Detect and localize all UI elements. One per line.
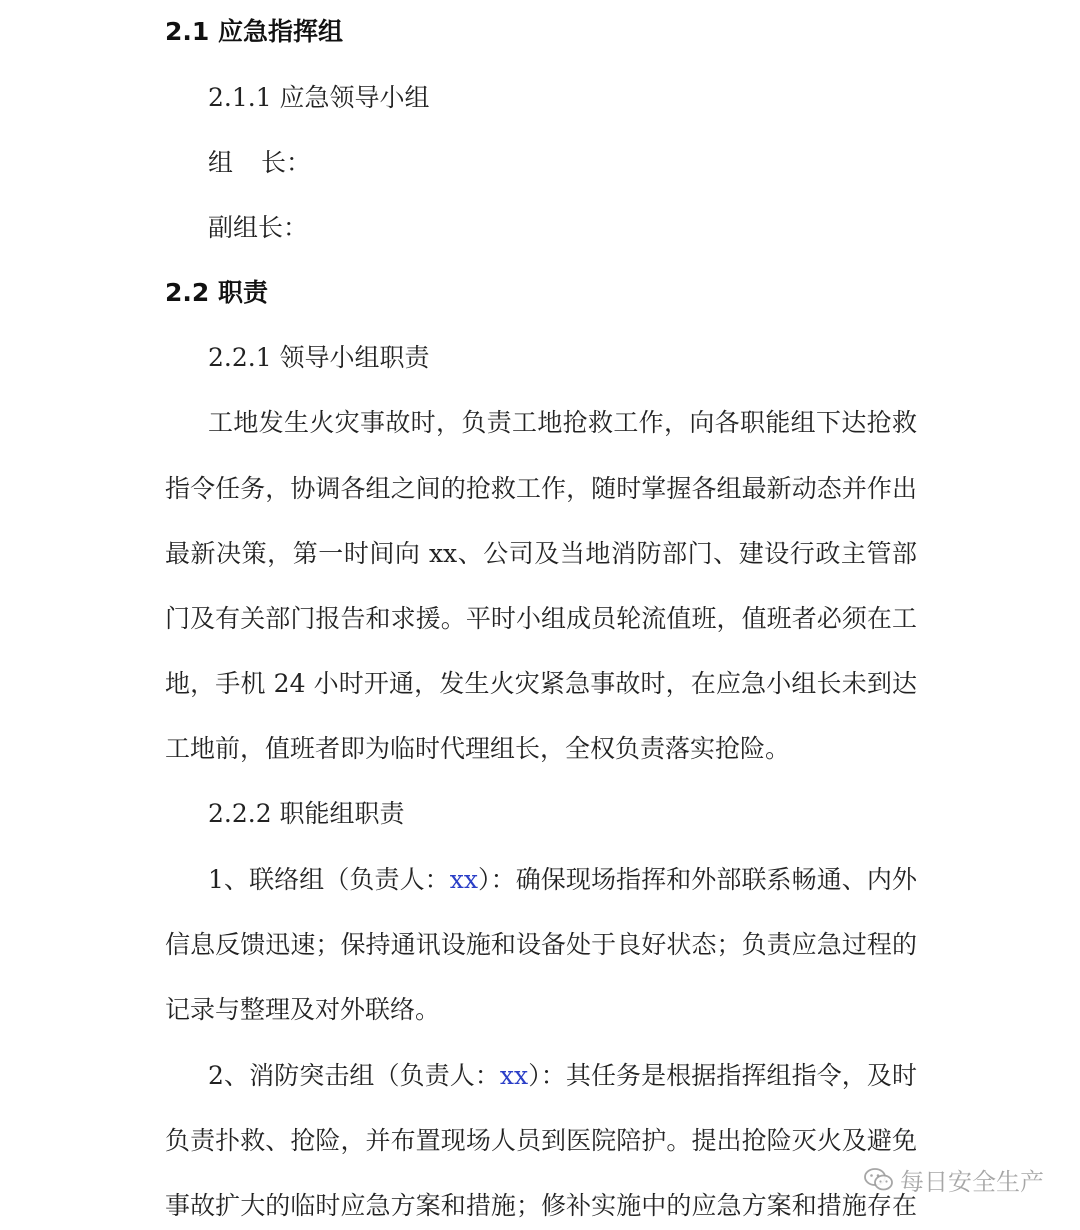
paragraph-line: 地，手机 24 小时开通，发生火灾紧急事故时，在应急小组长未到达	[165, 669, 917, 698]
paragraph-line: 记录与整理及对外联络。	[165, 995, 441, 1024]
paragraph-line: 门及有关部门报告和求援。平时小组成员轮流值班，值班者必须在工	[165, 604, 917, 633]
item-suffix: ）：其任务是根据指挥组指令，及时	[528, 1061, 917, 1090]
person-in-charge: xx	[449, 865, 478, 894]
leader-label-b: 长：	[261, 148, 312, 177]
wechat-icon	[864, 1167, 894, 1193]
item-prefix: 2、消防突击组（负责人：	[208, 1061, 500, 1090]
paragraph-line: 工地前，值班者即为临时代理组长，全权负责落实抢险。	[165, 734, 791, 763]
paragraph-line: 事故扩大的临时应急方案和措施；修补实施中的应急方案和措施存在	[165, 1191, 917, 1220]
paragraph-line: 指令任务，协调各组之间的抢救工作，随时掌握各组最新动态并作出	[165, 474, 917, 503]
item-prefix: 1、联络组（负责人：	[208, 865, 450, 894]
paragraph-line: 信息反馈迅速；保持通讯设施和设备处于良好状态；负责应急过程的	[165, 930, 917, 959]
leader-label-a: 组	[208, 148, 234, 177]
subsection-2-2-2: 2.2.2 职能组职责	[208, 799, 405, 828]
item-suffix: ）：确保现场指挥和外部联系畅通、内外	[477, 865, 917, 894]
paragraph-line: 最新决策，第一时间向 xx、公司及当地消防部门、建设行政主管部	[165, 539, 917, 568]
paragraph-line	[208, 1060, 917, 1092]
subsection-2-1-1: 2.1.1 应急领导小组	[208, 83, 430, 112]
deputy-leader-field: 副组长：	[208, 213, 309, 242]
paragraph-line: 工地发生火灾事故时，负责工地抢救工作，向各职能组下达抢救	[208, 408, 917, 437]
paragraph-line: 负责扑救、抢险，并布置现场人员到医院陪护。提出抢险灭火及避免	[165, 1126, 917, 1155]
section-heading-2-1: 2.1 应急指挥组	[165, 17, 343, 46]
subsection-2-2-1: 2.2.1 领导小组职责	[208, 343, 430, 372]
person-in-charge: xx	[499, 1061, 529, 1090]
watermark-text: 每日安全生产	[900, 1168, 1044, 1196]
leader-field	[208, 147, 311, 179]
watermark	[864, 1162, 1044, 1197]
paragraph-line	[208, 864, 917, 896]
section-heading-2-2: 2.2 职责	[165, 278, 268, 307]
